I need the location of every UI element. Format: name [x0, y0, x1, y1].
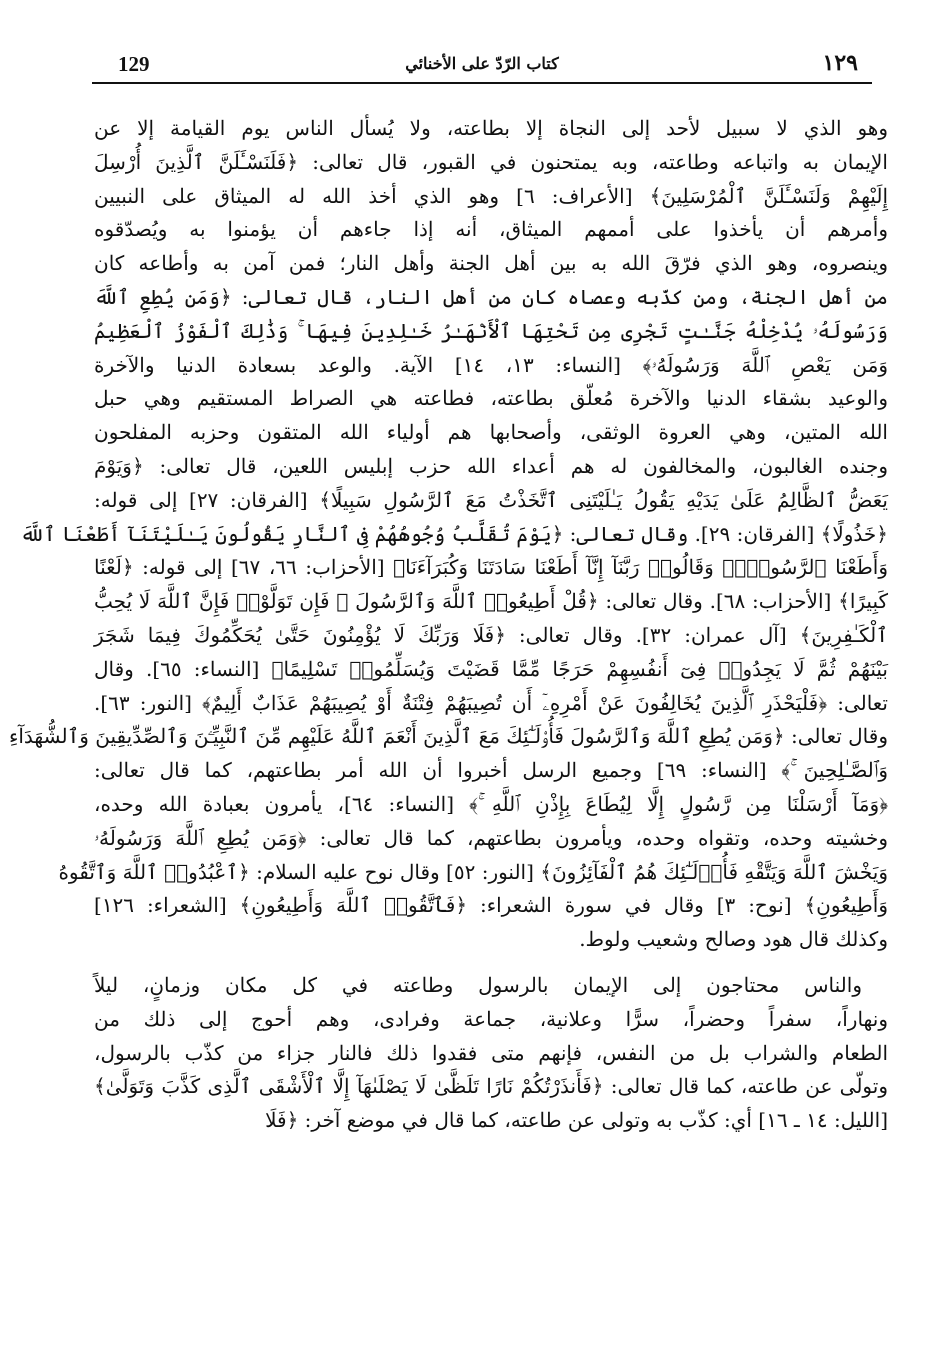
text-line: وَرَسُولَهُۥ يُدْخِلْهُ جَنَّـٰتٍ تَجْرِى مِن تَحْتِهَا ٱلْأَنْهَـٰرُ خَـٰلِدِينَ فِيهَا ۚ وَذَٰلِكَ ٱلْفَوْزُ ٱلْعَظِيمُ	[94, 318, 888, 343]
page-header	[92, 50, 872, 82]
text-line: وكذلك قال هود وصالح وشعيب ولوط.	[579, 927, 888, 952]
text-line: ٱلْكَـٰفِرِينَ﴾ [آل عمران: ٣٢]. وقال تعالى: ﴿فَلَا وَرَبِّكَ لَا يُؤْمِنُونَ حَتَّىٰ يُحَكِّمُوكَ فِيمَا شَجَرَ	[94, 622, 888, 647]
text-line: [الليل: ١٤ ـ ١٦] أي: كذّب به وتولى عن طاعته، كما قال في موضع آخر: ﴿فَلَا	[265, 1108, 888, 1133]
text-line: ﴿خَذُولًا﴾ [الفرقان: ٢٩]. وقال تعالى: ﴿يَوْمَ تُقَلَّبُ وُجُوهُهُمْ فِى ٱلنَّارِ يَقُولُونَ يَـٰلَيْتَنَآ أَطَعْنَا ٱللَّهَ	[20, 521, 888, 546]
text-line: والوعيد بشقاء الدنيا والآخرة مُعلّق بطاعته، فطاعته هي الصراط المستقيم وهي حبل	[94, 386, 888, 411]
text-line: وَأَطِيعُونِ﴾ [نوح: ٣] وقال في سورة الشعراء: ﴿فَٱتَّقُوا۟ ٱللَّهَ وَأَطِيعُونِ﴾ [الشعراء: ١٢٦]	[94, 893, 889, 918]
text-line: تعالى: ﴿فَلْيَحْذَرِ ٱلَّذِينَ يُخَالِفُونَ عَنْ أَمْرِهِۦٓ أَن تُصِيبَهُمْ فِتْنَةٌ أَوْ يُصِيبَهُمْ عَذَابٌ أَلِيمٌ﴾ [النور: ٦٣].	[94, 690, 888, 715]
text-line: وقال تعالى: ﴿وَمَن يُطِعِ ٱللَّهَ وَٱلرَّسُولَ فَأُو۟لَـٰٓئِكَ مَعَ ٱلَّذِينَ أَنْعَمَ ٱللَّهُ عَلَيْهِم مِّنَ ٱلنَّبِيِّـۧنَ وَٱلصِّدِّيقِينَ وَٱلشُّهَدَآءِ	[8, 724, 888, 749]
text-line: يَعَضُّ ٱلظَّالِمُ عَلَىٰ يَدَيْهِ يَقُولُ يَـٰلَيْتَنِى ٱتَّخَذْتُ مَعَ ٱلرَّسُولِ سَبِيلًا﴾ [الفرقان: ٢٧] إلى قوله:	[94, 487, 888, 512]
text-line: وخشيته وحده، وتقواه وحده، ويأمرون بطاعتهم، كما قال تعالى: ﴿وَمَن يُطِعِ ٱللَّهَ وَرَسُولَهُۥ	[94, 825, 888, 850]
text-line: وجنده الغالبون، والمخالفون له هم أعداء الله حزب إبليس اللعين، قال تعالى: ﴿وَيَوْمَ	[94, 453, 888, 478]
text-line: وَٱلصَّـٰلِحِينَ ۚ﴾ [النساء: ٦٩] وجميع الرسل أخبروا أن الله أمر بطاعتهم، كما قال تعالى:	[94, 758, 889, 783]
text-line: من أهل الجنة، ومن كذّبه وعصاه كان من أهل النار، قال تعالى: ﴿وَمَن يُطِعِ ٱللَّهَ	[94, 284, 888, 309]
text-line: وَأَطَعْنَا ٱلرَّسُولَا۠ وَقَالُوا۟ رَبَّنَآ إِنَّآ أَطَعْنَا سَادَتَنَا وَكُبَرَآءَنَا﴾ [الأحزاب: ٦٦، ٦٧] إلى قوله: ﴿لَعْنًا	[94, 555, 888, 580]
text-line: وتولّى عن طاعته، كما قال تعالى: ﴿فَأَنذَرْتُكُمْ نَارًا تَلَظَّىٰ لَا يَصْلَىٰهَآ إِلَّا ٱلْأَشْقَى ٱلَّذِى كَذَّبَ وَتَوَلَّىٰ﴾	[94, 1074, 888, 1099]
text-line: وينصروه، وهو الذي فرّقَ الله به بين أهل الجنة وأهل النار؛ فمن آمن به وأطاعه كان	[94, 251, 888, 276]
text-line: الإيمان به واتباعه وطاعته، وبه يمتحنون في القبور، قال تعالى: ﴿فَلَنَسْـَٔلَنَّ ٱلَّذِينَ أُرْسِلَ	[94, 149, 888, 174]
header-rule	[92, 82, 872, 84]
text-line: الله المتين، وهي العروة الوثقى، وأصحابها هم أولياء الله المتقون وحزبه المفلحون	[94, 420, 888, 445]
text-line: وَيَخْشَ ٱللَّهَ وَيَتَّقْهِ فَأُو۟لَـٰٓئِكَ هُمُ ٱلْفَآئِزُونَ﴾ [النور: ٥٢] وقال نوح عليه السلام: ﴿ٱعْبُدُوا۟ ٱللَّهَ وَٱتَّقُوهُ	[58, 859, 888, 884]
text-line: ونهاراً، سفراً وحضراً، سرًّا وعلانية، جماعة وفرادى، وهم أحوج إلى ذلك من	[94, 1006, 888, 1031]
text-line: وأمرهم أن يأخذوا على أممهم الميثاق، أنه إذا جاءهم أن يؤمنوا به ويُصدّقوه	[94, 217, 888, 242]
text-line: إِلَيْهِمْ وَلَنَسْـَٔلَنَّ ٱلْمُرْسَلِينَ﴾ [الأعراف: ٦] وهو الذي أخذ الله له الميثاق على النبيين	[94, 183, 888, 208]
text-line: بَيْنَهُمْ ثُمَّ لَا يَجِدُوا۟ فِىٓ أَنفُسِهِمْ حَرَجًا مِّمَّا قَضَيْتَ وَيُسَلِّمُوا۟ تَسْلِيمًا﴾ [النساء: ٦٥]. وقال	[94, 656, 888, 681]
text-line: الطعام والشراب بل من النفس، فإنهم متى فقدوا ذلك فالنار جزاء من كذّب بالرسول،	[94, 1040, 888, 1065]
book-title: كتاب الرّدّ على الأخنائي	[405, 54, 559, 73]
page-number-latin: 129	[118, 52, 150, 76]
paragraph-gap	[94, 957, 888, 969]
paragraph	[94, 969, 888, 1138]
text-line: كَبِيرًا﴾ [الأحزاب: ٦٨]. وقال تعالى: ﴿قُلْ أَطِيعُوا۟ ٱللَّهَ وَٱلرَّسُولَ ۖ فَإِن تَوَلَّوْا۟ فَإِنَّ ٱللَّهَ لَا يُحِبُّ	[94, 589, 889, 614]
text-line: وهو الذي لا سبيل لأحد إلى النجاة إلا بطاعته، ولا يُسأل الناس يوم القيامة إلا عن	[94, 116, 888, 140]
text-line: والناس محتاجون إلى الإيمان بالرسول وطاعته في كل مكان وزمانٍ، ليلاً	[94, 972, 862, 997]
page-number-arabic: ١٢٩	[822, 50, 858, 76]
page-body	[8, 112, 889, 1138]
paragraph	[8, 112, 889, 957]
text-line: وَمَن يَعْصِ ٱللَّهَ وَرَسُولَهُۥ﴾ [النساء: ١٣، ١٤] الآية. والوعد بسعادة الدنيا والآخرة	[94, 352, 888, 377]
text-line: ﴿وَمَآ أَرْسَلْنَا مِن رَّسُولٍ إِلَّا لِيُطَاعَ بِإِذْنِ ٱللَّهِ ۚ﴾ [النساء: ٦٤]، يأمرون بعبادة الله وحده،	[94, 791, 888, 816]
